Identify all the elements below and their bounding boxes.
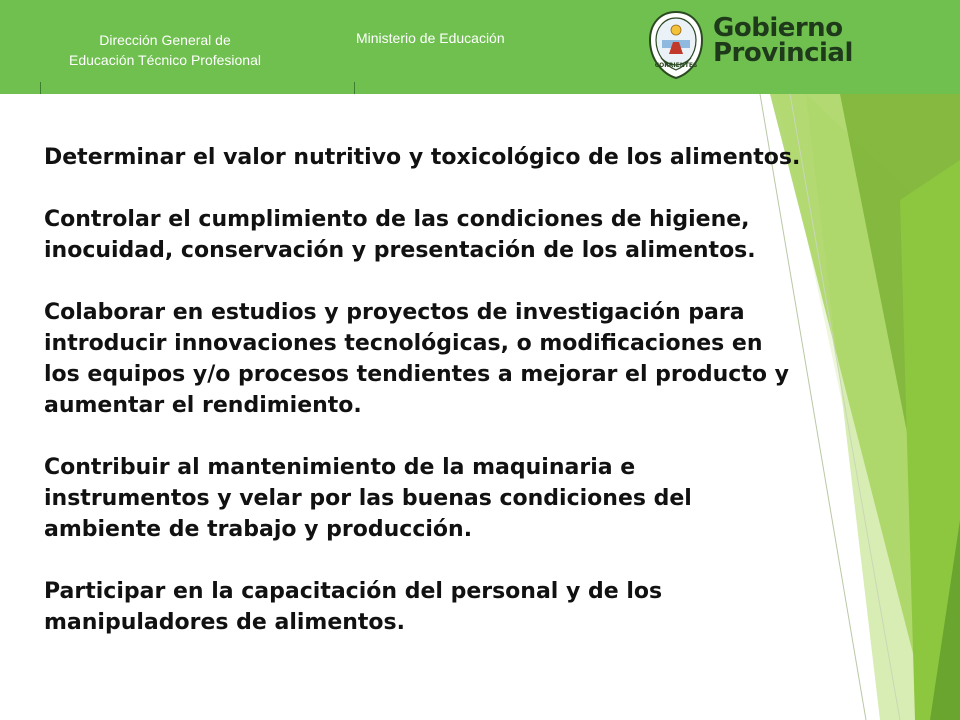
main-text <box>44 142 804 638</box>
brand-line-1: Gobierno <box>713 13 843 43</box>
directorate-line-1: Dirección General de <box>99 32 231 48</box>
svg-text:CORRIENTES: CORRIENTES <box>654 62 698 69</box>
paragraph-5: Participar en la capacitación del personal y de los manipuladores de alimentos. <box>44 579 663 635</box>
paragraph-4: Contribuir al mantenimiento de la maquinaria e instrumentos y velar por las buenas condiciones del ambiente de trabajo y producción. <box>44 455 692 542</box>
ministry-label: Ministerio de Educación <box>356 30 505 46</box>
brand-line-2: Provincial <box>713 38 853 68</box>
paragraph-1: Determinar el valor nutritivo y toxicológico de los alimentos. <box>44 145 801 170</box>
paragraph-2: Controlar el cumplimiento de las condiciones de higiene, inocuidad, conservación y presentación de los alimentos. <box>44 207 756 263</box>
paragraph-3: Colaborar en estudios y proyectos de investigación para introducir innovaciones tecnológicas, o modificaciones en los equipos y/o procesos tendientes a mejorar el producto y aumentar el rendimiento. <box>44 300 789 418</box>
directorate-line-2: Educación Técnico Profesional <box>69 52 261 68</box>
